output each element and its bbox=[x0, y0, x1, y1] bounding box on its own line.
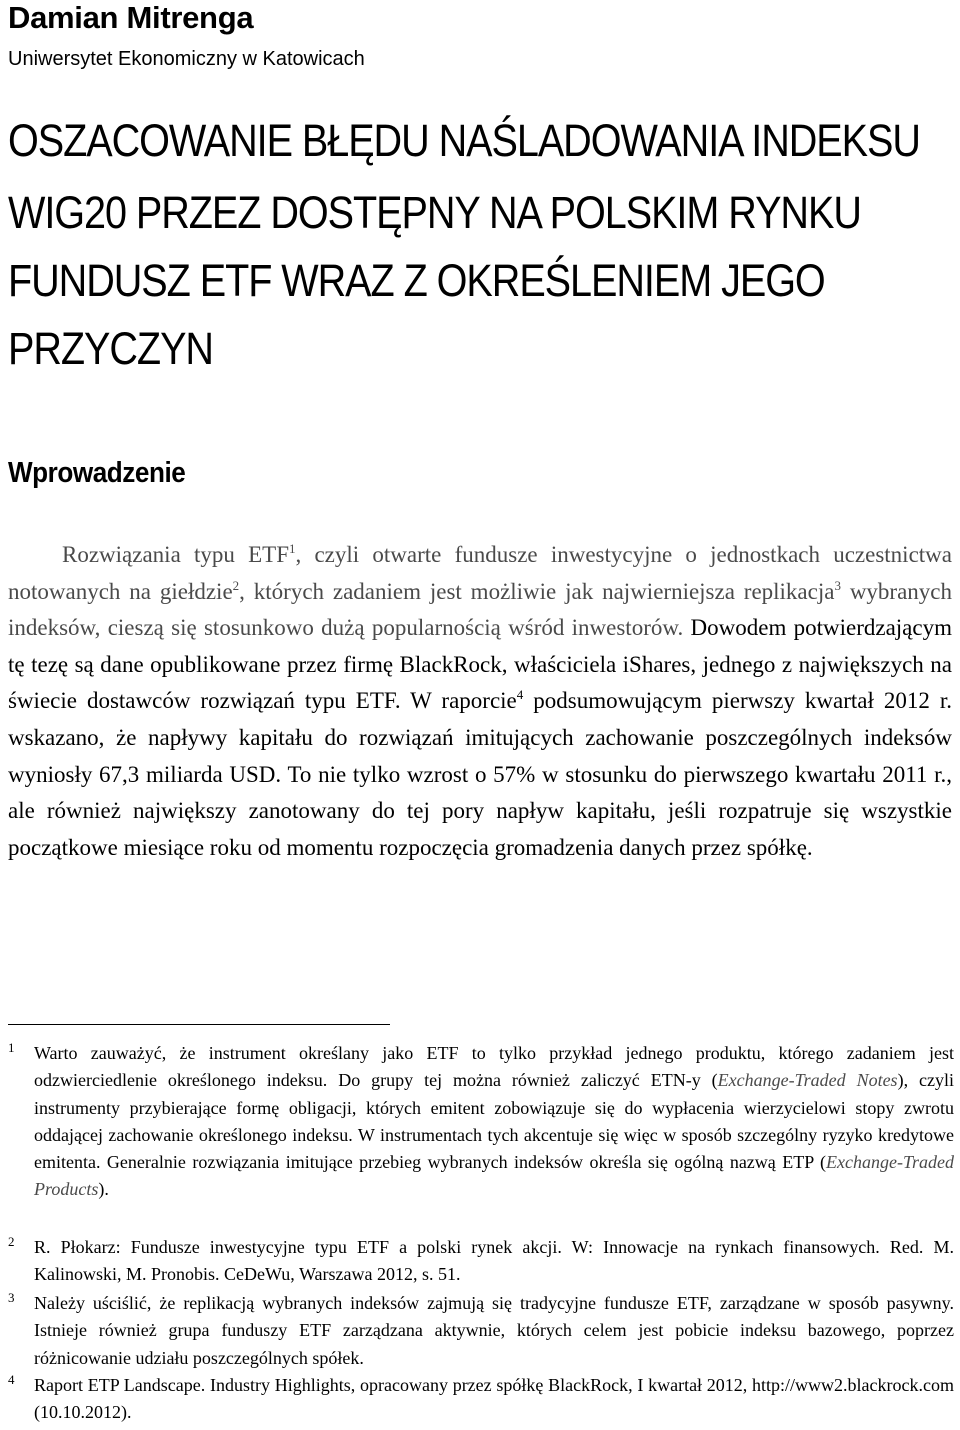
footnote-ref-4: 4 bbox=[516, 687, 524, 703]
footnote-italic: Exchange-Traded Products bbox=[34, 1152, 954, 1200]
footnote-3 bbox=[8, 1290, 954, 1372]
footnote-4 bbox=[8, 1372, 954, 1427]
footnote-italic: Exchange-Traded Notes bbox=[717, 1070, 898, 1091]
footnote-2 bbox=[8, 1234, 954, 1289]
footnote-number: 4 bbox=[8, 1372, 15, 1387]
footnote-text: ). bbox=[98, 1179, 109, 1200]
author-affiliation: Uniwersytet Ekonomiczny w Katowicach bbox=[8, 48, 365, 70]
footnote-1 bbox=[8, 1040, 954, 1204]
footnote-number: 2 bbox=[8, 1234, 15, 1249]
body-text-part: wybranych indeksów, cieszą się stosunkowo dużą popularnością wśród inwestorów. bbox=[8, 578, 953, 641]
title-line-4: PRZYCZYN bbox=[8, 323, 213, 374]
footnote-number: 3 bbox=[8, 1290, 15, 1305]
body-text-part: Rozwiązania typu ETF bbox=[62, 542, 289, 567]
footnote-text: ), czyli instrumenty przybierające formę obligacji, których emitent zobowiązuje się do wypłacenia wierzycielowi stopy zwrotu oddającej zachowanie określonego indeksu. W instrumentach tych akcentuje się więc w sposób szczególny ryzyko kredytowe emitenta. Generalnie rozwiązania imitujące przebieg wybranych indeksów określa się ogólną nazwą ETP ( bbox=[34, 1070, 954, 1173]
title-line-2: WIG20 PRZEZ DOSTĘPNY NA POLSKIM RYNKU bbox=[8, 187, 861, 238]
body-text-part: , których zadaniem jest możliwie jak najwierniejsza replikacja bbox=[239, 578, 835, 604]
footnote-number: 1 bbox=[8, 1040, 15, 1055]
body-text-part: , czyli otwarte fundusze inwestycyjne o jednostkach uczestnictwa notowanych na giełdzie bbox=[8, 542, 952, 604]
footnote-ref-2: 2 bbox=[232, 577, 240, 593]
footnote-ref-3: 3 bbox=[834, 577, 841, 593]
body-text-part: Dowodem potwierdzającym tę tezę są dane opublikowane przez firmę BlackRock, właściciela iShares, jednego z największych na świecie dostawców rozwiązań typu ETF. W raporcie bbox=[8, 615, 952, 714]
author-name: Damian Mitrenga bbox=[8, 0, 254, 35]
body-paragraph bbox=[8, 537, 952, 866]
footnote-separator bbox=[8, 1024, 390, 1025]
footnote-text: Raport ETP Landscape. Industry Highlights, opracowany przez spółkę BlackRock, I kwartał 2012, http://www2.blackrock.com (10.10.2012). bbox=[34, 1375, 954, 1423]
body-text-part: podsumowującym pierwszy kwartał 2012 r. wskazano, że napływy kapitału do rozwiązań imitujących zachowanie poszczególnych indeksów wyniosły 67,3 miliarda USD. To nie tylko wzrost o 57% w stosunku do pierwszego kwartału 2011 r., ale również największy zanotowany do tej pory napływ kapitału, jeśli rozpatruje się wszystkie początkowe miesiące roku od momentu rozpoczęcia gromadzenia danych przez spółkę. bbox=[8, 688, 953, 860]
title-line-3: FUNDUSZ ETF WRAZ Z OKREŚLENIEM JEGO bbox=[8, 255, 825, 306]
footnote-text: R. Płokarz: Fundusze inwestycyjne typu ETF a polski rynek akcji. W: Innowacje na rynkach finansowych. Red. M. Kalinowski, M. Pronobis. CeDeWu, Warszawa 2012, s. 51. bbox=[34, 1237, 954, 1285]
section-heading: Wprowadzenie bbox=[8, 457, 186, 489]
footnote-text: Warto zauważyć, że instrument określany jako ETF to tylko przykład jednego produktu, którego zadaniem jest odzwierciedlenie określonego indeksu. Do grupy tej można również zaliczyć ETN-y ( bbox=[34, 1043, 954, 1091]
footnote-ref-1: 1 bbox=[289, 541, 296, 556]
title-line-1: OSZACOWANIE BŁĘDU NAŚLADOWANIA INDEKSU bbox=[8, 115, 920, 166]
footnote-text: Należy uściślić, że replikacją wybranych indeksów zajmują się tradycyjne fundusze ETF, zarządzane w sposób pasywny. Istnieje również grupa funduszy ETF zarządzana aktywnie, których celem jest pobicie indeksu bazowego, poprzez różnicowanie udziału poszczególnych spółek. bbox=[34, 1293, 954, 1368]
